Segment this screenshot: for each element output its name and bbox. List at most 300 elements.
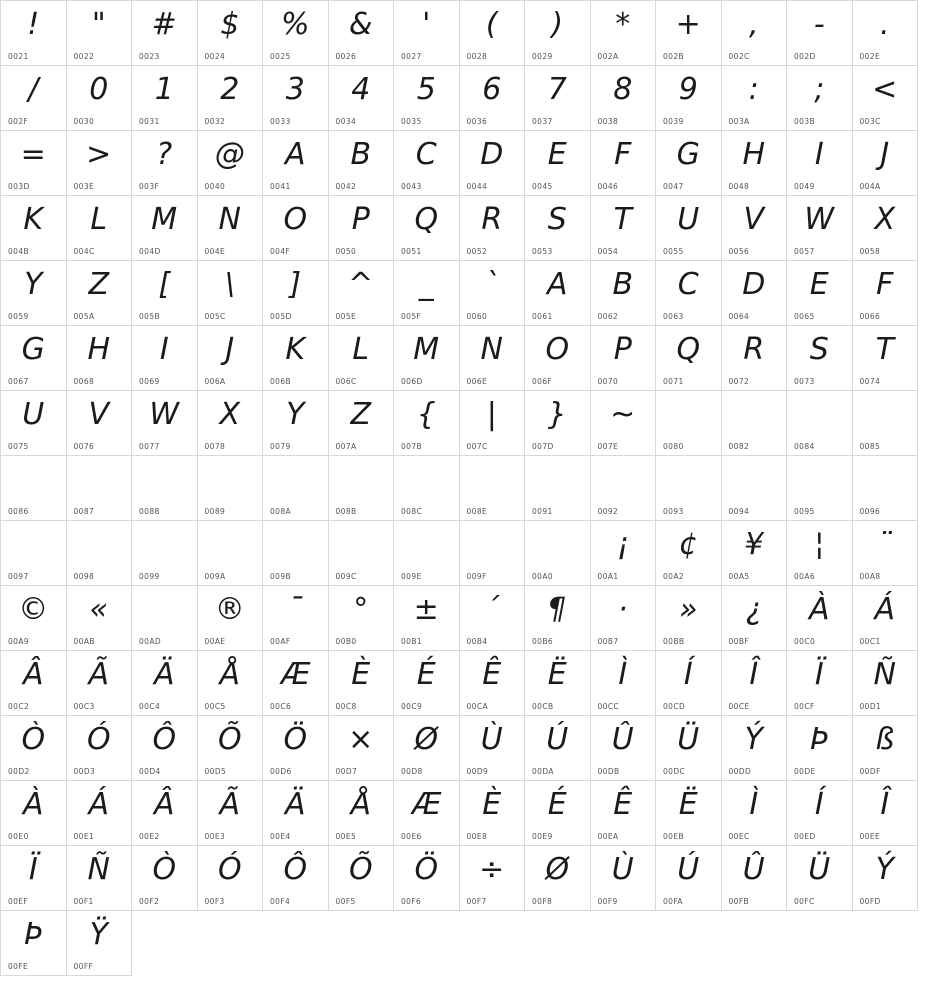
glyph-character: Q bbox=[676, 332, 701, 367]
glyph-cell[interactable] bbox=[132, 196, 198, 261]
glyph-cell[interactable] bbox=[656, 391, 722, 456]
glyph-cell[interactable] bbox=[198, 66, 264, 131]
glyph-cell[interactable] bbox=[67, 261, 133, 326]
glyph-codepoint: 0049 bbox=[794, 182, 815, 191]
glyph-cell[interactable] bbox=[198, 456, 264, 521]
glyph-cell[interactable] bbox=[263, 196, 329, 261]
glyph-cell[interactable] bbox=[1, 326, 67, 391]
glyph-character: Â bbox=[153, 787, 175, 822]
glyph-codepoint: 0052 bbox=[466, 247, 488, 256]
glyph-character: J bbox=[880, 137, 890, 172]
glyph-cell[interactable] bbox=[67, 196, 133, 261]
glyph-codepoint: 00C0 bbox=[794, 637, 816, 646]
glyph-codepoint: 002C bbox=[728, 52, 750, 61]
glyph-cell[interactable] bbox=[263, 1, 329, 66]
glyph-cell[interactable] bbox=[394, 196, 460, 261]
glyph-character: 1 bbox=[154, 72, 174, 107]
glyph-cell[interactable] bbox=[525, 261, 591, 326]
glyph-cell[interactable] bbox=[787, 66, 853, 131]
glyph-cell[interactable] bbox=[394, 846, 460, 911]
glyph-cell[interactable] bbox=[132, 261, 198, 326]
glyph-cell[interactable] bbox=[460, 521, 526, 586]
glyph-codepoint: 00F2 bbox=[139, 897, 160, 906]
glyph-codepoint: 00DB bbox=[597, 767, 620, 776]
glyph-character: Á bbox=[88, 787, 110, 822]
glyph-cell[interactable] bbox=[853, 586, 919, 651]
glyph-character: & bbox=[349, 7, 373, 42]
glyph-codepoint: 007D bbox=[532, 442, 554, 451]
glyph-cell[interactable] bbox=[525, 456, 591, 521]
glyph-character: V bbox=[88, 397, 110, 432]
glyph-cell[interactable] bbox=[525, 716, 591, 781]
glyph-codepoint: 00A9 bbox=[8, 637, 30, 646]
glyph-codepoint: 00BF bbox=[728, 637, 750, 646]
glyph-cell[interactable] bbox=[722, 781, 788, 846]
glyph-cell[interactable] bbox=[198, 716, 264, 781]
glyph-cell[interactable] bbox=[394, 131, 460, 196]
glyph-codepoint: 00C2 bbox=[8, 702, 30, 711]
glyph-cell[interactable] bbox=[787, 391, 853, 456]
glyph-cell[interactable] bbox=[460, 586, 526, 651]
glyph-character: Ï bbox=[28, 852, 38, 887]
glyph-cell[interactable] bbox=[853, 391, 919, 456]
glyph-cell[interactable] bbox=[67, 456, 133, 521]
glyph-cell[interactable] bbox=[853, 261, 919, 326]
glyph-cell[interactable] bbox=[656, 586, 722, 651]
glyph-codepoint: 00EB bbox=[663, 832, 685, 841]
glyph-character: G bbox=[676, 137, 700, 172]
glyph-cell[interactable] bbox=[1, 456, 67, 521]
glyph-cell[interactable] bbox=[525, 391, 591, 456]
glyph-cell[interactable] bbox=[460, 456, 526, 521]
glyph-cell[interactable] bbox=[525, 131, 591, 196]
glyph-codepoint: 00DD bbox=[728, 767, 752, 776]
glyph-cell[interactable] bbox=[722, 261, 788, 326]
glyph-cell[interactable] bbox=[263, 261, 329, 326]
glyph-cell[interactable] bbox=[329, 651, 395, 716]
grid-filler bbox=[853, 911, 919, 976]
glyph-cell[interactable] bbox=[722, 651, 788, 716]
glyph-codepoint: 0089 bbox=[204, 507, 226, 516]
glyph-cell[interactable] bbox=[132, 131, 198, 196]
glyph-character: ° bbox=[353, 592, 369, 627]
glyph-cell[interactable] bbox=[722, 716, 788, 781]
glyph-cell[interactable] bbox=[1, 586, 67, 651]
glyph-cell[interactable] bbox=[67, 1, 133, 66]
glyph-cell[interactable] bbox=[263, 326, 329, 391]
glyph-cell[interactable] bbox=[67, 521, 133, 586]
glyph-cell[interactable] bbox=[132, 521, 198, 586]
glyph-cell[interactable] bbox=[67, 66, 133, 131]
glyph-cell[interactable] bbox=[656, 651, 722, 716]
glyph-cell[interactable] bbox=[722, 326, 788, 391]
glyph-character: Õ bbox=[348, 852, 373, 887]
glyph-character: ß bbox=[875, 722, 895, 757]
glyph-character bbox=[656, 458, 721, 502]
glyph-cell[interactable] bbox=[198, 1, 264, 66]
glyph-cell[interactable] bbox=[263, 131, 329, 196]
glyph-cell[interactable] bbox=[1, 846, 67, 911]
glyph-codepoint: 0038 bbox=[597, 117, 619, 126]
glyph-cell[interactable] bbox=[394, 716, 460, 781]
glyph-cell[interactable] bbox=[198, 326, 264, 391]
glyph-character: Ò bbox=[152, 852, 177, 887]
glyph-character: X bbox=[874, 202, 896, 237]
glyph-cell[interactable] bbox=[132, 586, 198, 651]
glyph-character bbox=[394, 458, 459, 502]
glyph-cell[interactable] bbox=[67, 911, 133, 976]
glyph-codepoint: 0080 bbox=[663, 442, 684, 451]
glyph-cell[interactable] bbox=[722, 456, 788, 521]
glyph-cell[interactable] bbox=[67, 846, 133, 911]
glyph-cell[interactable] bbox=[787, 261, 853, 326]
glyph-cell[interactable] bbox=[591, 326, 657, 391]
glyph-cell[interactable] bbox=[198, 521, 264, 586]
glyph-character: 5 bbox=[416, 72, 436, 107]
glyph-cell[interactable] bbox=[460, 846, 526, 911]
glyph-cell[interactable] bbox=[787, 196, 853, 261]
glyph-cell[interactable] bbox=[1, 781, 67, 846]
glyph-codepoint: 004E bbox=[204, 247, 226, 256]
glyph-codepoint: 00D2 bbox=[8, 767, 30, 776]
glyph-cell[interactable] bbox=[591, 196, 657, 261]
glyph-character: U bbox=[677, 202, 700, 237]
glyph-cell[interactable] bbox=[591, 781, 657, 846]
glyph-cell[interactable] bbox=[722, 1, 788, 66]
glyph-cell[interactable] bbox=[1, 196, 67, 261]
grid-filler bbox=[329, 911, 395, 976]
glyph-cell[interactable] bbox=[394, 456, 460, 521]
glyph-cell[interactable] bbox=[787, 326, 853, 391]
glyph-cell[interactable] bbox=[394, 586, 460, 651]
glyph-character: M bbox=[413, 332, 440, 367]
glyph-cell[interactable] bbox=[722, 846, 788, 911]
glyph-codepoint: 00A5 bbox=[728, 572, 750, 581]
glyph-codepoint: 007C bbox=[466, 442, 488, 451]
glyph-cell[interactable] bbox=[591, 456, 657, 521]
glyph-cell[interactable] bbox=[460, 261, 526, 326]
glyph-character: S bbox=[809, 332, 829, 367]
glyph-character: Æ bbox=[411, 787, 441, 822]
glyph-cell[interactable] bbox=[394, 326, 460, 391]
glyph-codepoint: 007E bbox=[597, 442, 619, 451]
glyph-cell[interactable] bbox=[525, 66, 591, 131]
glyph-cell[interactable] bbox=[329, 131, 395, 196]
glyph-character: Z bbox=[88, 267, 110, 302]
glyph-character: Ñ bbox=[87, 852, 110, 887]
glyph-codepoint: 005C bbox=[204, 312, 226, 321]
glyph-cell[interactable] bbox=[525, 1, 591, 66]
glyph-cell[interactable] bbox=[787, 131, 853, 196]
glyph-cell[interactable] bbox=[722, 521, 788, 586]
glyph-cell[interactable] bbox=[591, 261, 657, 326]
glyph-cell[interactable] bbox=[263, 846, 329, 911]
glyph-cell[interactable] bbox=[787, 716, 853, 781]
glyph-cell[interactable] bbox=[591, 521, 657, 586]
glyph-cell[interactable] bbox=[787, 846, 853, 911]
glyph-codepoint: 0055 bbox=[663, 247, 684, 256]
glyph-character: I bbox=[814, 137, 824, 172]
glyph-cell[interactable] bbox=[525, 326, 591, 391]
glyph-cell[interactable] bbox=[1, 131, 67, 196]
glyph-character: } bbox=[547, 397, 567, 432]
glyph-cell[interactable] bbox=[198, 131, 264, 196]
glyph-character: Ü bbox=[677, 722, 700, 757]
glyph-cell[interactable] bbox=[329, 521, 395, 586]
glyph-cell[interactable] bbox=[525, 586, 591, 651]
glyph-codepoint: 004F bbox=[270, 247, 291, 256]
glyph-character: Þ bbox=[810, 722, 829, 757]
glyph-cell[interactable] bbox=[591, 131, 657, 196]
glyph-cell[interactable] bbox=[67, 131, 133, 196]
glyph-cell[interactable] bbox=[394, 261, 460, 326]
glyph-cell[interactable] bbox=[460, 196, 526, 261]
glyph-codepoint: 00E1 bbox=[73, 832, 95, 841]
glyph-cell[interactable] bbox=[132, 846, 198, 911]
glyph-codepoint: 0030 bbox=[73, 117, 95, 126]
glyph-cell[interactable] bbox=[853, 716, 919, 781]
glyph-cell[interactable] bbox=[1, 716, 67, 781]
glyph-cell[interactable] bbox=[591, 846, 657, 911]
glyph-cell[interactable] bbox=[591, 651, 657, 716]
glyph-cell[interactable] bbox=[460, 716, 526, 781]
glyph-cell[interactable] bbox=[656, 131, 722, 196]
glyph-character: ¨ bbox=[877, 527, 893, 562]
glyph-cell[interactable] bbox=[67, 781, 133, 846]
glyph-cell[interactable] bbox=[591, 1, 657, 66]
glyph-codepoint: 004D bbox=[139, 247, 161, 256]
glyph-codepoint: 0091 bbox=[532, 507, 553, 516]
glyph-cell[interactable] bbox=[132, 781, 198, 846]
glyph-cell[interactable] bbox=[329, 781, 395, 846]
glyph-cell[interactable] bbox=[460, 391, 526, 456]
glyph-cell[interactable] bbox=[394, 651, 460, 716]
glyph-cell[interactable] bbox=[263, 651, 329, 716]
glyph-character: Ê bbox=[613, 787, 633, 822]
glyph-character bbox=[329, 458, 394, 502]
glyph-codepoint: 0046 bbox=[597, 182, 619, 191]
glyph-cell[interactable] bbox=[656, 716, 722, 781]
glyph-cell[interactable] bbox=[460, 66, 526, 131]
glyph-cell[interactable] bbox=[853, 781, 919, 846]
glyph-cell[interactable] bbox=[722, 66, 788, 131]
glyph-codepoint: 004B bbox=[8, 247, 30, 256]
glyph-character: Ã bbox=[219, 787, 241, 822]
glyph-character: { bbox=[416, 397, 436, 432]
glyph-cell[interactable] bbox=[853, 846, 919, 911]
glyph-codepoint: 00C1 bbox=[859, 637, 881, 646]
glyph-character: Ë bbox=[547, 657, 567, 692]
glyph-codepoint: 00CF bbox=[794, 702, 815, 711]
glyph-cell[interactable] bbox=[656, 781, 722, 846]
glyph-cell[interactable] bbox=[263, 391, 329, 456]
glyph-codepoint: 008C bbox=[401, 507, 423, 516]
glyph-cell[interactable] bbox=[787, 651, 853, 716]
glyph-character: Ø bbox=[545, 852, 570, 887]
glyph-cell[interactable] bbox=[329, 1, 395, 66]
glyph-cell[interactable] bbox=[460, 131, 526, 196]
glyph-cell[interactable] bbox=[198, 651, 264, 716]
glyph-codepoint: 00A8 bbox=[859, 572, 881, 581]
glyph-cell[interactable] bbox=[656, 66, 722, 131]
glyph-cell[interactable] bbox=[656, 521, 722, 586]
glyph-cell[interactable] bbox=[198, 196, 264, 261]
glyph-cell[interactable] bbox=[1, 521, 67, 586]
glyph-cell[interactable] bbox=[67, 326, 133, 391]
glyph-cell[interactable] bbox=[329, 716, 395, 781]
glyph-cell[interactable] bbox=[787, 1, 853, 66]
glyph-codepoint: 00D6 bbox=[270, 767, 292, 776]
glyph-cell[interactable] bbox=[591, 716, 657, 781]
glyph-character: ? bbox=[156, 137, 173, 172]
glyph-character: » bbox=[678, 592, 698, 627]
glyph-cell[interactable] bbox=[787, 586, 853, 651]
glyph-character: O bbox=[545, 332, 570, 367]
glyph-cell[interactable] bbox=[329, 456, 395, 521]
glyph-cell[interactable] bbox=[1, 261, 67, 326]
glyph-cell[interactable] bbox=[67, 716, 133, 781]
glyph-cell[interactable] bbox=[329, 586, 395, 651]
glyph-cell[interactable] bbox=[722, 131, 788, 196]
glyph-cell[interactable] bbox=[329, 196, 395, 261]
glyph-codepoint: 0068 bbox=[73, 377, 95, 386]
glyph-cell[interactable] bbox=[656, 196, 722, 261]
glyph-character: Â bbox=[22, 657, 44, 692]
glyph-cell[interactable] bbox=[656, 456, 722, 521]
glyph-cell[interactable] bbox=[329, 846, 395, 911]
glyph-cell[interactable] bbox=[394, 1, 460, 66]
glyph-character: P bbox=[613, 332, 632, 367]
glyph-cell[interactable] bbox=[853, 651, 919, 716]
glyph-cell[interactable] bbox=[460, 651, 526, 716]
glyph-cell[interactable] bbox=[394, 66, 460, 131]
glyph-character: N bbox=[218, 202, 241, 237]
glyph-cell[interactable] bbox=[263, 521, 329, 586]
glyph-cell[interactable] bbox=[853, 66, 919, 131]
glyph-codepoint: 00ED bbox=[794, 832, 816, 841]
glyph-cell[interactable] bbox=[460, 326, 526, 391]
glyph-cell[interactable] bbox=[132, 716, 198, 781]
glyph-codepoint: 00FC bbox=[794, 897, 815, 906]
glyph-cell[interactable] bbox=[329, 391, 395, 456]
glyph-cell[interactable] bbox=[853, 456, 919, 521]
glyph-cell[interactable] bbox=[722, 586, 788, 651]
glyph-codepoint: 00BB bbox=[663, 637, 685, 646]
glyph-cell[interactable] bbox=[329, 326, 395, 391]
glyph-cell[interactable] bbox=[853, 326, 919, 391]
glyph-cell[interactable] bbox=[525, 196, 591, 261]
glyph-cell[interactable] bbox=[656, 846, 722, 911]
glyph-cell[interactable] bbox=[1, 651, 67, 716]
grid-filler bbox=[132, 911, 198, 976]
glyph-cell[interactable] bbox=[656, 261, 722, 326]
glyph-cell[interactable] bbox=[460, 1, 526, 66]
glyph-cell[interactable] bbox=[394, 391, 460, 456]
glyph-cell[interactable] bbox=[198, 261, 264, 326]
glyph-cell[interactable] bbox=[525, 846, 591, 911]
glyph-cell[interactable] bbox=[263, 586, 329, 651]
glyph-cell[interactable] bbox=[853, 1, 919, 66]
glyph-codepoint: 0024 bbox=[204, 52, 226, 61]
glyph-codepoint: 00AF bbox=[270, 637, 291, 646]
glyph-cell[interactable] bbox=[853, 131, 919, 196]
glyph-cell[interactable] bbox=[263, 716, 329, 781]
glyph-cell[interactable] bbox=[591, 391, 657, 456]
glyph-codepoint: 00D4 bbox=[139, 767, 161, 776]
glyph-cell[interactable] bbox=[67, 586, 133, 651]
glyph-character: 0 bbox=[89, 72, 109, 107]
glyph-cell[interactable] bbox=[722, 391, 788, 456]
glyph-cell[interactable] bbox=[132, 391, 198, 456]
glyph-cell[interactable] bbox=[591, 586, 657, 651]
glyph-character: ¿ bbox=[745, 592, 762, 627]
glyph-cell[interactable] bbox=[198, 781, 264, 846]
glyph-cell[interactable] bbox=[67, 391, 133, 456]
glyph-codepoint: 004A bbox=[859, 182, 881, 191]
glyph-cell[interactable] bbox=[525, 781, 591, 846]
glyph-cell[interactable] bbox=[198, 391, 264, 456]
glyph-cell[interactable] bbox=[853, 196, 919, 261]
glyph-cell[interactable] bbox=[132, 651, 198, 716]
glyph-codepoint: 006C bbox=[335, 377, 357, 386]
glyph-character: - bbox=[813, 7, 825, 42]
glyph-cell[interactable] bbox=[656, 326, 722, 391]
glyph-codepoint: 0039 bbox=[663, 117, 684, 126]
glyph-cell[interactable] bbox=[1, 391, 67, 456]
glyph-cell[interactable] bbox=[132, 326, 198, 391]
glyph-cell[interactable] bbox=[132, 456, 198, 521]
glyph-cell[interactable] bbox=[263, 66, 329, 131]
glyph-cell[interactable] bbox=[329, 261, 395, 326]
glyph-codepoint: 006F bbox=[532, 377, 553, 386]
glyph-cell[interactable] bbox=[787, 456, 853, 521]
glyph-codepoint: 00C5 bbox=[204, 702, 226, 711]
glyph-cell[interactable] bbox=[198, 586, 264, 651]
glyph-cell[interactable] bbox=[656, 1, 722, 66]
glyph-codepoint: 0061 bbox=[532, 312, 553, 321]
glyph-cell[interactable] bbox=[460, 781, 526, 846]
glyph-cell[interactable] bbox=[1, 911, 67, 976]
glyph-codepoint: 0099 bbox=[139, 572, 160, 581]
glyph-cell[interactable] bbox=[394, 781, 460, 846]
glyph-cell[interactable] bbox=[787, 781, 853, 846]
glyph-codepoint: 0093 bbox=[663, 507, 684, 516]
glyph-character: È bbox=[351, 657, 371, 692]
glyph-character: É bbox=[547, 787, 567, 822]
glyph-cell[interactable] bbox=[722, 196, 788, 261]
glyph-cell[interactable] bbox=[329, 66, 395, 131]
glyph-character: E bbox=[809, 267, 829, 302]
glyph-codepoint: 0051 bbox=[401, 247, 422, 256]
glyph-cell[interactable] bbox=[132, 1, 198, 66]
glyph-cell[interactable] bbox=[1, 66, 67, 131]
glyph-character: Ó bbox=[217, 852, 242, 887]
glyph-cell[interactable] bbox=[263, 781, 329, 846]
glyph-cell[interactable] bbox=[1, 1, 67, 66]
glyph-cell[interactable] bbox=[525, 651, 591, 716]
glyph-cell[interactable] bbox=[394, 521, 460, 586]
glyph-cell[interactable] bbox=[787, 521, 853, 586]
glyph-cell[interactable] bbox=[525, 521, 591, 586]
glyph-cell[interactable] bbox=[591, 66, 657, 131]
glyph-cell[interactable] bbox=[198, 846, 264, 911]
glyph-cell[interactable] bbox=[67, 651, 133, 716]
glyph-cell[interactable] bbox=[263, 456, 329, 521]
glyph-codepoint: 00E5 bbox=[335, 832, 357, 841]
glyph-cell[interactable] bbox=[132, 66, 198, 131]
glyph-cell[interactable] bbox=[853, 521, 919, 586]
glyph-character: $ bbox=[220, 7, 240, 42]
